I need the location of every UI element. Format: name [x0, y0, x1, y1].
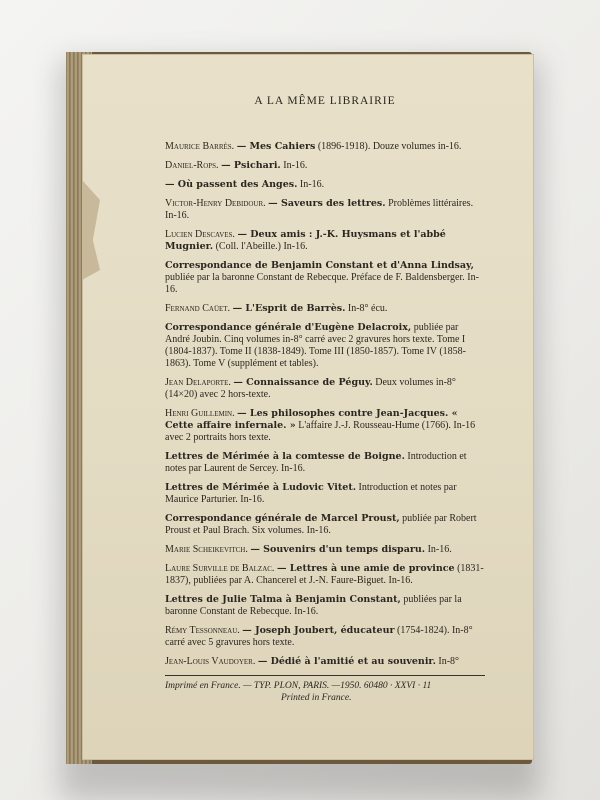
entries [165, 141, 485, 668]
entry-title: — Saveurs des lettres. [268, 198, 386, 209]
entry-rest: publiée par André Joubin. Cinq volumes in-8° carré avec 2 gravures hors texte. Tome I (1804-1837). Tome II (1838-1849). Tome III (1850-1857). Tome IV (1858-1863). Tome V (supplément et tables). [165, 322, 466, 369]
printer-line: Imprimé en France. — TYP. PLON, PARIS. —1950. 60480 · XXVI · 11 [165, 681, 432, 691]
entry-author: Marie Scheikevitch. [165, 544, 248, 555]
book-entry [165, 303, 485, 315]
entry-title: Correspondance générale de Marcel Proust, [165, 513, 400, 524]
entry-rest: Introduction et notes par Maurice Parturier. In-16. [165, 482, 457, 505]
entry-rest: (1896-1918). Douze volumes in-16. [315, 141, 462, 152]
entry-author: Daniel-Rops. [165, 160, 219, 171]
book-entry [165, 160, 485, 172]
book-entry [165, 563, 485, 587]
entry-author: Rémy Tessonneau. [165, 625, 240, 636]
entry-author: Jean Delaporte. [165, 377, 231, 388]
entry-rest: L'affaire J.-J. Rousseau-Hume (1766). In-16 avec 2 portraits hors texte. [165, 420, 476, 443]
entry-rest: In-16. [297, 179, 325, 190]
book-entry [165, 408, 485, 444]
entry-rest: publiée par Robert Proust et Paul Brach. Six volumes. In-16. [165, 513, 477, 536]
book-list [165, 95, 485, 704]
entry-title: — Dédié à l'amitié et au souvenir. [257, 656, 436, 667]
book-entry [165, 544, 485, 556]
entry-title: Correspondance générale d'Eugène Delacroix, [165, 322, 412, 333]
entry-author: Fernand Caüet. [165, 303, 231, 314]
entry-rest: In-8° [435, 656, 460, 667]
book-entry [165, 179, 485, 191]
entry-rest: (1831-1837), publiées par A. Chancerel et J.-N. Faure-Biguet. In-16. [165, 563, 484, 586]
entry-title: Lettres de Julie Talma à Benjamin Constant, [165, 594, 401, 605]
entry-rest: In-8° écu. [345, 303, 388, 314]
entry-author: Henri Guillemin. [165, 408, 235, 419]
book-entry [165, 625, 485, 649]
book-entry [165, 513, 485, 537]
entry-author: Jean-Louis Vaudoyer. [165, 656, 256, 667]
entry-title: — L'Esprit de Barrès. [232, 303, 346, 314]
entry-title: — Les philosophes contre Jean-Jacques. « Cette affaire infernale. » [165, 408, 458, 431]
entry-rest: publiées par la baronne Constant de Rebecque. In-16. [165, 594, 462, 617]
entry-rest: (1754-1824). In-8° carré avec 5 gravures hors texte. [165, 625, 473, 648]
entry-author: Maurice Barrès. [165, 141, 235, 152]
entry-rest: (Coll. l'Abeille.) In-16. [213, 241, 308, 252]
entry-title: — Psichari. [221, 160, 281, 171]
book-entry [165, 377, 485, 401]
entry-title: — Joseph Joubert, éducateur [242, 625, 395, 636]
entry-author: Laure Surville de Balzac. [165, 563, 275, 574]
book-entry [165, 451, 485, 475]
list-heading: A LA MÊME LIBRAIRIE [254, 95, 396, 107]
book-entry [165, 482, 485, 506]
entry-rest: Deux volumes in-8° (14×20) avec 2 hors-texte. [165, 377, 456, 400]
entry-title: Correspondance de Benjamin Constant et d'Anna Lindsay, [165, 260, 474, 271]
entry-rest: Problèmes littéraires. In-16. [165, 198, 474, 221]
printer-footer [165, 675, 485, 704]
book-entry [165, 141, 485, 153]
entry-title: — Mes Cahiers [236, 141, 316, 152]
entry-title: — Lettres à une amie de province [276, 563, 455, 574]
book-entry [165, 229, 485, 253]
book-entry [165, 198, 485, 222]
book-entry [165, 322, 485, 370]
entry-author: Victor-Henry Debidour. [165, 198, 266, 209]
entry-title: Lettres de Mérimée à Ludovic Vitet. [165, 482, 357, 493]
printed-in-line: Printed in France. [281, 693, 352, 703]
entry-rest: In-16. [280, 160, 308, 171]
entry-title: — Souvenirs d'un temps disparu. [250, 544, 426, 555]
book-entry [165, 260, 485, 296]
entry-title: Lettres de Mérimée à la comtesse de Boigne. [165, 451, 405, 462]
entry-rest: publiée par la baronne Constant de Rebecque. Préface de F. Baldensberger. In-16. [165, 272, 479, 295]
entry-rest: In-16. [425, 544, 452, 555]
book-entry [165, 594, 485, 618]
book-entry [165, 656, 485, 668]
entry-title: — Où passent des Anges. [165, 179, 298, 190]
entry-rest: Introduction et notes par Laurent de Sercey. In-16. [165, 451, 467, 474]
entry-title: — Connaissance de Péguy. [233, 377, 373, 388]
entry-title: — Deux amis : J.-K. Huysmans et l'abbé Mugnier. [165, 229, 446, 252]
entry-author: Lucien Descaves. [165, 229, 235, 240]
